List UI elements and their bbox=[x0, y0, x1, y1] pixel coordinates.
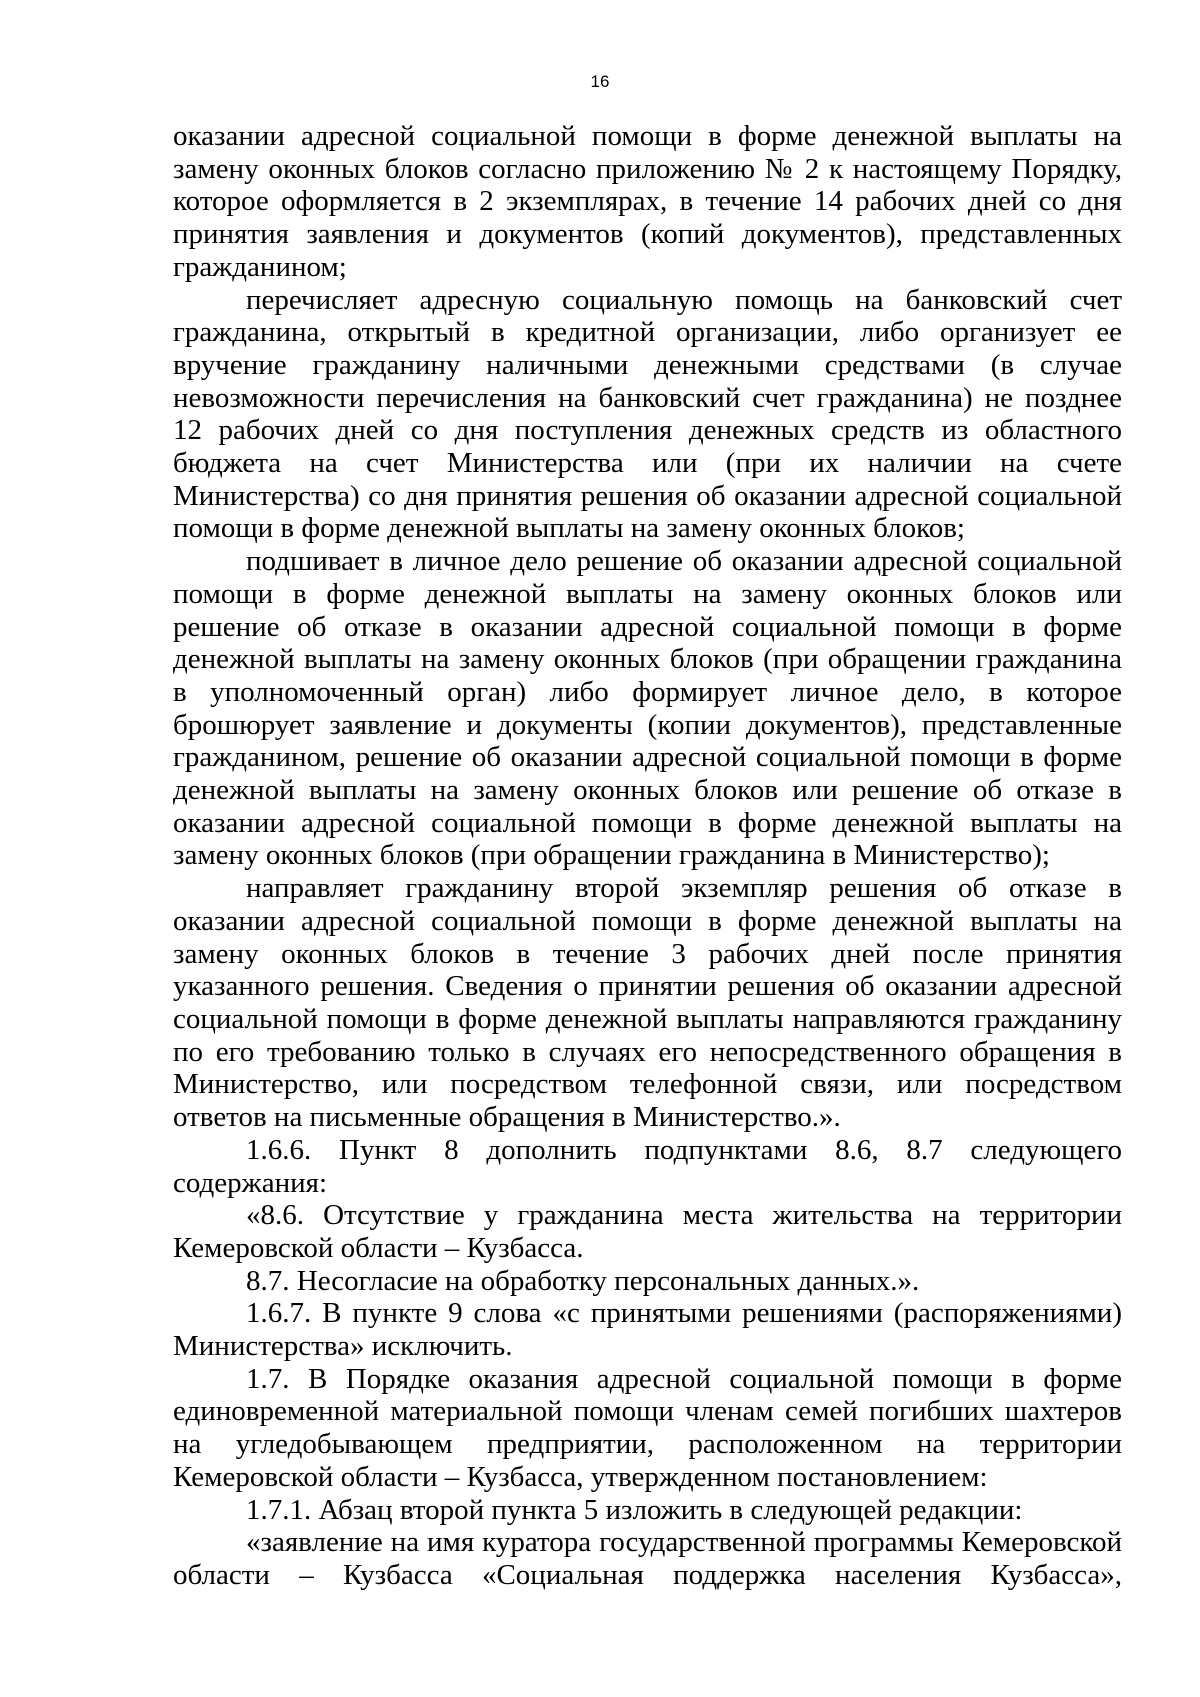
page-number: 16 bbox=[590, 72, 610, 91]
document-body bbox=[173, 120, 1122, 1592]
paragraph: 1.6.6. Пункт 8 дополнить подпунктами 8.6, 8.7 следующего содержания: bbox=[173, 1133, 1122, 1199]
paragraph: «8.6. Отсутствие у гражданина места жительства на территории Кемеровской области – Кузбасса. bbox=[173, 1199, 1122, 1264]
paragraph: направляет гражданину второй экземпляр решения об отказе в оказании адресной социальной помощи в форме денежной выплаты на замену оконных блоков в течение 3 рабочих дней после принятия указанного решения. Сведения о принятии решения об оказании адресной социальной помощи в форме денежной выплаты направляются гражданину по его требованию только в случаях его непосредственного обращения в Министерство, или посредством телефонной связи, или посредством ответов на письменные обращения в Министерство.». bbox=[173, 872, 1122, 1134]
paragraph: 1.7. В Порядке оказания адресной социальной помощи в форме единовременной материальной помощи членам семей погибших шахтеров на угледобывающем предприятии, расположенном на территории Кемеровской области – Кузбасса, утвержденном постановлением: bbox=[173, 1362, 1122, 1493]
paragraph: перечисляет адресную социальную помощь на банковский счет гражданина, открытый в кредитной организации, либо организует ее вручение гражданину наличными денежными средствами (в случае невозможности перечисления на банковский счет гражданина) не позднее 12 рабочих дней со дня поступления денежных средств из областного бюджета на счет Министерства или (при их наличии на счете Министерства) со дня принятия решения об оказании адресной социальной помощи в форме денежной выплаты на замену оконных блоков; bbox=[173, 283, 1122, 545]
paragraph: «заявление на имя куратора государственной программы Кемеровской области – Кузбасса «Социальная поддержка населения Кузбасса», bbox=[173, 1526, 1122, 1591]
paragraph: подшивает в личное дело решение об оказании адресной социальной помощи в форме денежной выплаты на замену оконных блоков или решение об отказе в оказании адресной социальной помощи в форме денежной выплаты на замену оконных блоков (при обращении гражданина в уполномоченный орган) либо формирует личное дело, в которое брошюрует заявление и документы (копии документов), представленные гражданином, решение об оказании адресной социальной помощи в форме денежной выплаты на замену оконных блоков или решение об отказе в оказании адресной социальной помощи в форме денежной выплаты на замену оконных блоков (при обращении гражданина в Министерство); bbox=[173, 545, 1122, 872]
paragraph: оказании адресной социальной помощи в форме денежной выплаты на замену оконных блоков согласно приложению № 2 к настоящему Порядку, которое оформляется в 2 экземплярах, в течение 14 рабочих дней со дня принятия заявления и документов (копий документов), представленных гражданином; bbox=[173, 120, 1122, 283]
paragraph: 1.6.7. В пункте 9 слова «с принятыми решениями (распоряжениями) Министерства» исключить. bbox=[173, 1297, 1122, 1363]
paragraph: 1.7.1. Абзац второй пункта 5 изложить в следующей редакции: bbox=[246, 1493, 1023, 1526]
paragraph: 8.7. Несогласие на обработку персональных данных.». bbox=[246, 1264, 920, 1297]
